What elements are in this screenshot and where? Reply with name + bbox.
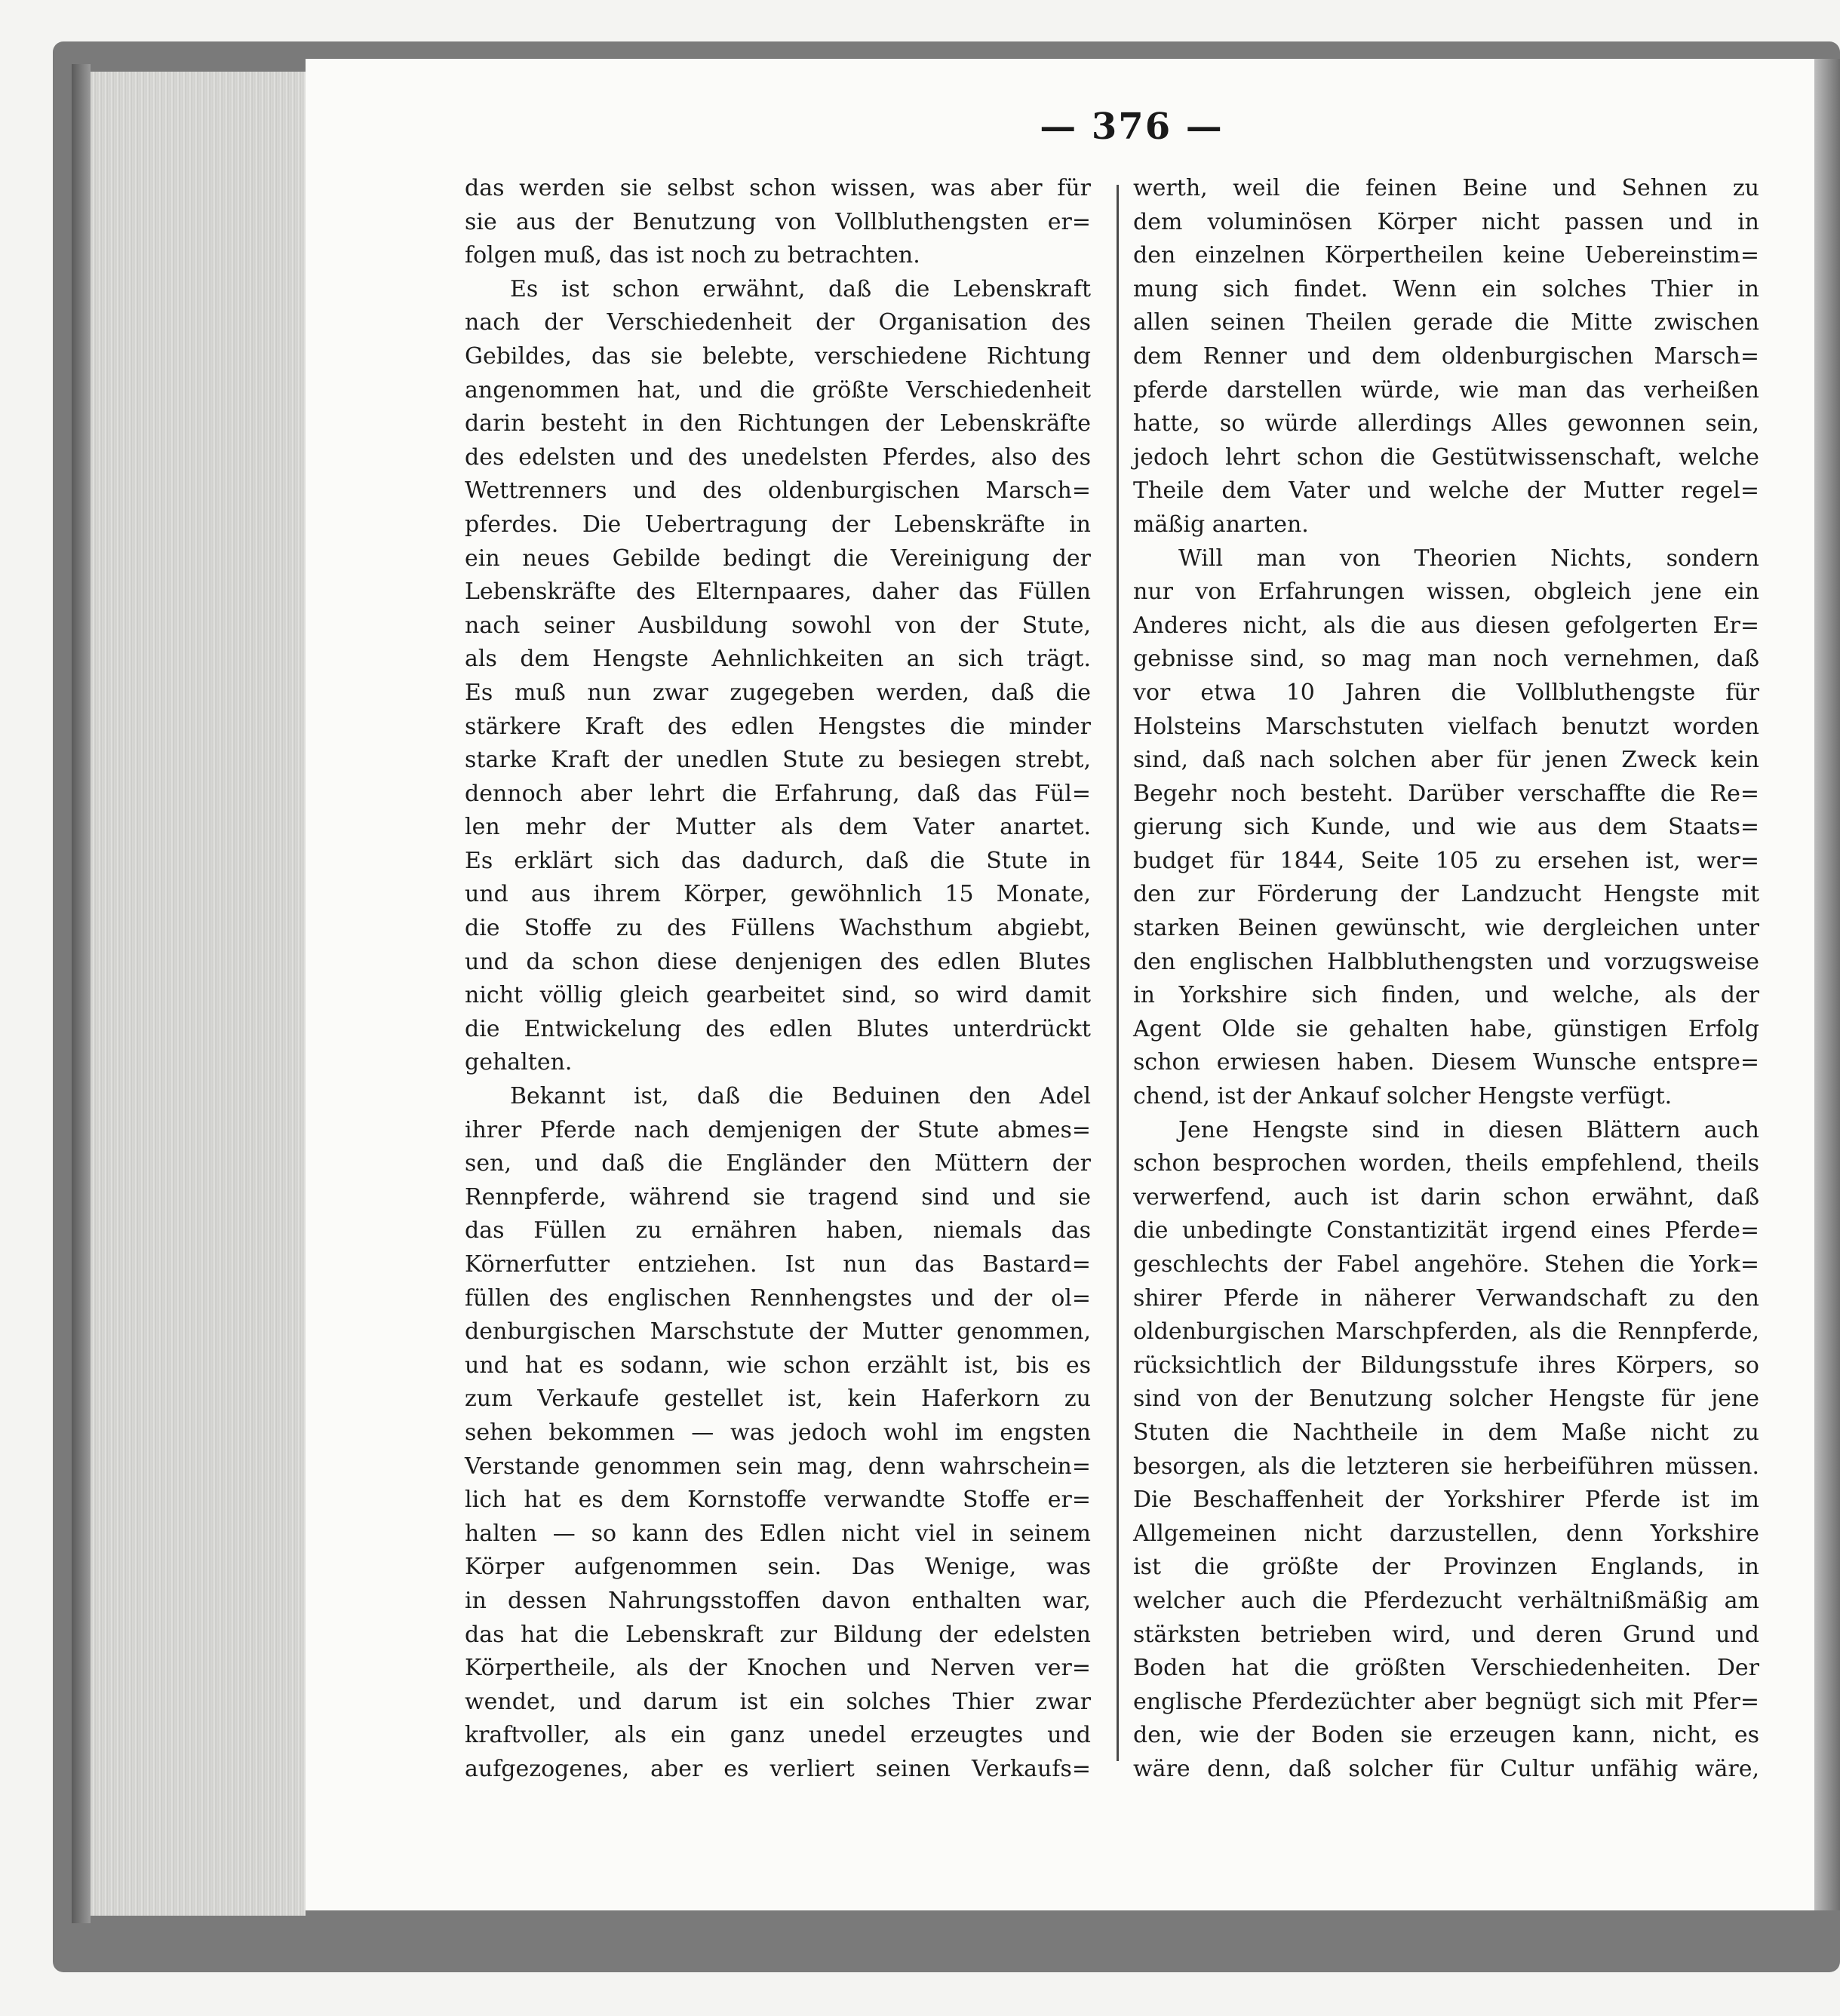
text-line: geschlechts der Fabel angehöre. Stehen die York= [1133,1251,1759,1278]
text-line: Verstande genommen sein mag, denn wahrschein= [465,1453,1091,1480]
text-line: nur von Erfahrungen wissen, obgleich jene ein [1133,578,1759,606]
text-line: Gebildes, das sie belebte, verschiedene Richtung [465,342,1091,370]
text-line: verwerfend, auch ist darin schon erwähnt, daß [1133,1183,1759,1211]
text-line: Anderes nicht, als die aus diesen gefolgerten Er= [1133,612,1759,639]
text-line: allen seinen Theilen gerade die Mitte zwischen [1133,309,1759,336]
text-line: starken Beinen gewünscht, wie dergleichen unter [1133,915,1759,942]
text-line: Begehr noch besteht. Darüber verschaffte die Re= [1133,780,1759,807]
text-line: hatte, so würde allerdings Alles gewonnen sein, [1133,410,1759,437]
text-line: Die Beschaffenheit der Yorkshirer Pferde ist im [1133,1487,1759,1514]
text-line: den zur Förderung der Landzucht Hengste mit [1133,881,1759,908]
text-line: das Füllen zu ernähren haben, niemals das [465,1217,1091,1244]
text-line: mäßig anarten. [1133,511,1309,538]
text-line: Theile dem Vater und welche der Mutter regel= [1133,477,1759,505]
text-line: nicht völlig gleich gearbeitet sind, so wird damit [465,982,1091,1009]
text-line: schon erwiesen haben. Diesem Wunsche entspre= [1133,1049,1759,1076]
text-line: ein neues Gebilde bedingt die Vereinigung der [465,545,1091,572]
text-line: als dem Hengste Aehnlichkeiten an sich trägt. [465,646,1091,673]
text-line: das werden sie selbst schon wissen, was aber für [465,175,1091,201]
text-line: gehalten. [465,1049,573,1076]
page-curl-edge [1814,59,1840,1910]
text-line: shirer Pferde in näherer Verwandschaft zu den [1133,1284,1759,1312]
text-line: chend, ist der Ankauf solcher Hengste verfügt. [1133,1083,1673,1110]
text-line: die Entwickelung des edlen Blutes unterdrückt [465,1015,1091,1042]
text-line: die unbedingte Constantizität irgend eines Pferde= [1133,1217,1759,1244]
text-line: Allgemeinen nicht darzustellen, denn Yorkshire [1133,1520,1759,1547]
text-line: mung sich findet. Wenn ein solches Thier in [1133,275,1759,302]
text-line: Es ist schon erwähnt, daß die Lebenskraft [510,275,1091,302]
text-line: Jene Hengste sind in diesen Blättern auch [1178,1116,1759,1143]
text-line: den englischen Halbbluthengsten und vorzugsweise [1133,948,1759,975]
text-line: füllen des englischen Rennhengstes und der ol= [465,1284,1091,1312]
text-line: dennoch aber lehrt die Erfahrung, daß das Fül= [465,780,1091,807]
text-line: denburgischen Marschstute der Mutter genommen, [465,1318,1091,1346]
text-line: oldenburgischen Marschpferden, als die Rennpferde, [1133,1318,1759,1346]
text-line: jedoch lehrt schon die Gestütwissenschaft, welche [1133,443,1759,471]
text-line: dem voluminösen Körper nicht passen und in [1133,208,1759,235]
text-line: Holsteins Marschstuten vielfach benutzt worden [1133,713,1759,740]
text-line: sind von der Benutzung solcher Hengste für jene [1133,1385,1759,1413]
text-line: darin besteht in den Richtungen der Lebenskräfte [465,410,1091,437]
text-line: vor etwa 10 Jahren die Vollbluthengste für [1133,679,1759,706]
text-line: starke Kraft der unedlen Stute zu besiegen strebt, [465,747,1091,774]
text-line: Körnerfutter entziehen. Ist nun das Bastard= [465,1251,1091,1278]
text-line: nach seiner Ausbildung sowohl von der Stute, [465,612,1091,639]
text-line: stärksten betrieben wird, und deren Grund und [1133,1621,1759,1648]
text-line: Wettrenners und des oldenburgischen Marsch= [465,477,1091,505]
text-line: pferde darstellen würde, wie man das verheißen [1133,376,1759,404]
text-line: Rennpferde, während sie tragend sind und sie [465,1183,1091,1211]
text-line: Will man von Theorien Nichts, sondern [1178,545,1759,572]
text-line: sie aus der Benutzung von Vollbluthengsten er= [465,208,1091,235]
text-line: kraftvoller, als ein ganz unedel erzeugtes und [465,1722,1091,1749]
text-column-right [1133,172,1759,1787]
page-number: — 376 — [1040,106,1224,148]
text-line: zum Verkaufe gestellet ist, kein Haferkorn zu [465,1385,1091,1413]
text-line: Bekannt ist, daß die Beduinen den Adel [510,1083,1091,1110]
text-line: die Stoffe zu des Füllens Wachsthum abgiebt, [465,915,1091,942]
text-line: in dessen Nahrungsstoffen davon enthalten war, [465,1587,1091,1614]
text-line: das hat die Lebenskraft zur Bildung der edelsten [465,1621,1091,1648]
text-line: folgen muß, das ist noch zu betrachten. [465,242,920,269]
text-line: den, wie der Boden sie erzeugen kann, nicht, es [1133,1722,1759,1749]
text-line: lich hat es dem Kornstoffe verwandte Stoffe er= [465,1487,1091,1514]
text-line: den einzelnen Körpertheilen keine Uebereinstim= [1133,242,1759,269]
page-stack-edge [91,72,306,1916]
text-line: sehen bekommen — was jedoch wohl im engsten [465,1419,1091,1446]
text-line: ist die größte der Provinzen Englands, in [1133,1554,1759,1581]
text-column-left [465,172,1091,1787]
text-line: sen, und daß die Engländer den Müttern der [465,1150,1091,1177]
text-line: budget für 1844, Seite 105 zu ersehen ist, wer= [1133,847,1759,874]
text-line: len mehr der Mutter als dem Vater anartet. [465,814,1091,841]
text-line: dem Renner und dem oldenburgischen Marsch= [1133,342,1759,370]
text-line: besorgen, als die letzteren sie herbeiführen müssen. [1133,1453,1759,1480]
text-line: und hat es sodann, wie schon erzählt ist, bis es [465,1352,1091,1379]
text-line: englische Pferdezüchter aber begnügt sich mit Pfer= [1133,1688,1759,1715]
text-line: ihrer Pferde nach demjenigen der Stute abmes= [465,1116,1091,1143]
text-line: welcher auch die Pferdezucht verhältnißmäßig am [1133,1587,1759,1614]
text-line: werth, weil die feinen Beine und Sehnen zu [1133,175,1759,201]
text-line: des edelsten und des unedelsten Pferdes, also des [465,443,1091,471]
text-line: halten — so kann des Edlen nicht viel in seinem [465,1520,1091,1547]
text-line: in Yorkshire sich finden, und welche, als der [1133,982,1759,1009]
text-line: angenommen hat, und die größte Verschiedenheit [465,376,1091,404]
text-line: wäre denn, daß solcher für Cultur unfähig wäre, [1133,1755,1759,1782]
text-line: rücksichtlich der Bildungsstufe ihres Körpers, so [1133,1352,1759,1379]
text-line: und da schon diese denjenigen des edlen Blutes [465,948,1091,975]
text-line: pferdes. Die Uebertragung der Lebenskräfte in [465,511,1091,538]
text-line: Es erklärt sich das dadurch, daß die Stute in [465,847,1091,874]
text-line: aufgezogenes, aber es verliert seinen Verkaufs= [465,1755,1091,1782]
text-line: Stuten die Nachtheile in dem Maße nicht zu [1133,1419,1759,1446]
column-divider [1117,185,1119,1761]
text-line: und aus ihrem Körper, gewöhnlich 15 Monate, [465,881,1091,908]
book-spine-shadow [72,64,91,1923]
text-line: wendet, und darum ist ein solches Thier zwar [465,1688,1091,1715]
text-line: Es muß nun zwar zugegeben werden, daß die [465,679,1091,706]
text-line: gebnisse sind, so mag man noch vernehmen, daß [1133,646,1759,673]
text-line: sind, daß nach solchen aber für jenen Zweck kein [1133,747,1759,774]
text-line: Körpertheile, als der Knochen und Nerven ver= [465,1655,1091,1682]
text-line: Körper aufgenommen sein. Das Wenige, was [465,1554,1091,1581]
text-line: Boden hat die größten Verschiedenheiten. Der [1133,1655,1759,1682]
text-line: nach der Verschiedenheit der Organisation des [465,309,1091,336]
text-line: stärkere Kraft des edlen Hengstes die minder [465,713,1091,740]
text-line: gierung sich Kunde, und wie aus dem Staats= [1133,814,1759,841]
text-line: Lebenskräfte des Elternpaares, daher das Füllen [465,578,1091,606]
text-line: Agent Olde sie gehalten habe, günstigen Erfolg [1133,1015,1759,1042]
text-line: schon besprochen worden, theils empfehlend, theils [1133,1150,1759,1177]
